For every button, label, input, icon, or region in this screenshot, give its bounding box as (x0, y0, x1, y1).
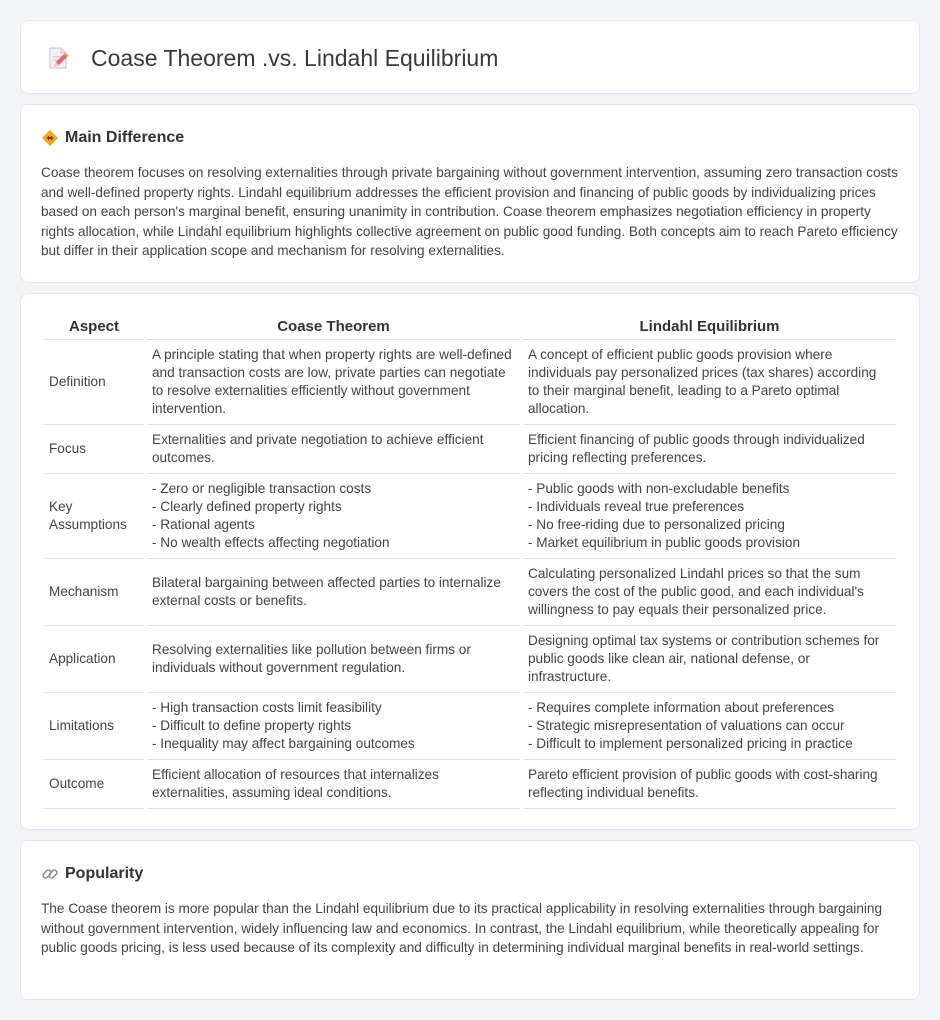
row-lindahl-cell (523, 693, 896, 760)
row-aspect: Outcome (44, 760, 144, 809)
cell-line: - Market equilibrium in public goods provision (528, 535, 801, 550)
header-coase: Coase Theorem (147, 314, 520, 340)
table-row (44, 626, 896, 693)
comparison-table (41, 314, 899, 809)
diamond-arrows-icon (41, 129, 59, 147)
cell-line: Designing optimal tax systems or contribution schemes for public goods like clean air, national defense, or infrastructure. (528, 633, 880, 684)
row-coase-cell (147, 693, 520, 760)
cell-line: Externalities and private negotiation to achieve efficient outcomes. (152, 432, 484, 465)
table-row (44, 559, 896, 626)
page-title: Coase Theorem .vs. Lindahl Equilibrium (91, 44, 499, 71)
cell-line: A concept of efficient public goods provision where individuals pay personalized prices (tax shares) according to their marginal benefit, leading to a Pareto optimal allocation. (528, 347, 877, 416)
cell-line: - Zero or negligible transaction costs (152, 481, 372, 496)
row-aspect: Application (44, 626, 144, 693)
cell-line: - Requires complete information about preferences (528, 700, 835, 715)
cell-line: - High transaction costs limit feasibility (152, 700, 382, 715)
row-lindahl-cell (523, 626, 896, 693)
cell-line: Resolving externalities like pollution between firms or individuals without government regulation. (152, 642, 471, 675)
main-difference-card (20, 104, 920, 283)
popularity-card (20, 840, 920, 1000)
table-row (44, 474, 896, 559)
cell-line: - Difficult to implement personalized pricing in practice (528, 736, 853, 751)
row-lindahl-cell (523, 340, 896, 425)
cell-line: - Public goods with non-excludable benefits (528, 481, 790, 496)
cell-line: Efficient financing of public goods through individualized pricing reflecting preferences. (528, 432, 865, 465)
table-header-row (44, 314, 896, 340)
table-row (44, 425, 896, 474)
table-row (44, 760, 896, 809)
cell-line: - Strategic misrepresentation of valuations can occur (528, 718, 845, 733)
header-lindahl: Lindahl Equilibrium (523, 314, 896, 340)
row-coase-cell (147, 425, 520, 474)
main-difference-text: Coase theorem focuses on resolving externalities through private bargaining without government intervention, assuming zero transaction costs and well-defined property rights. Lindahl equilibrium addresses the efficient provision and financing of public goods by individualizing prices based on each person's marginal benefit, ensuring unanimity in contribution. Coase theorem emphasizes negotiation efficiency in property rights allocation, while Lindahl equilibrium highlights collective agreement on public good funding. Both concepts aim to reach Pareto efficiency but differ in their application scope and mechanism for resolving externalities. (41, 165, 898, 258)
cell-line: Calculating personalized Lindahl prices so that the sum covers the cost of the public good, and each individual's willingness to pay equals their personalized price. (528, 566, 864, 617)
row-coase-cell (147, 626, 520, 693)
cell-line: Efficient allocation of resources that internalizes externalities, assuming ideal conditions. (152, 767, 439, 800)
cell-line: Bilateral bargaining between affected parties to internalize external costs or benefits. (152, 575, 501, 608)
row-aspect: Key Assumptions (44, 474, 144, 559)
cell-line: - Clearly defined property rights (152, 499, 342, 514)
row-aspect: Mechanism (44, 559, 144, 626)
main-difference-heading: Main Difference (65, 129, 185, 146)
cell-line: - No free-riding due to personalized pricing (528, 517, 785, 532)
cell-line: - Individuals reveal true preferences (528, 499, 745, 514)
row-aspect: Definition (44, 340, 144, 425)
popularity-heading: Popularity (65, 865, 144, 882)
row-aspect: Limitations (44, 693, 144, 760)
row-coase-cell (147, 559, 520, 626)
row-coase-cell (147, 760, 520, 809)
cell-line: - No wealth effects affecting negotiation (152, 535, 390, 550)
row-aspect: Focus (44, 425, 144, 474)
row-coase-cell (147, 474, 520, 559)
comparison-table-card (20, 293, 920, 830)
row-lindahl-cell (523, 425, 896, 474)
link-icon (41, 865, 59, 883)
cell-line: - Inequality may affect bargaining outcomes (152, 736, 415, 751)
row-lindahl-cell (523, 559, 896, 626)
table-row (44, 693, 896, 760)
row-lindahl-cell (523, 474, 896, 559)
popularity-text: The Coase theorem is more popular than the Lindahl equilibrium due to its practical applicability in resolving externalities through bargaining without government intervention, widely influencing law and economics. In contrast, the Lindahl equilibrium, while theoretically appealing for public goods pricing, is less used because of its complexity and difficulty in determining individual marginal benefits in real-world settings. (41, 901, 883, 955)
table-row (44, 340, 896, 425)
header-aspect: Aspect (44, 314, 144, 340)
cell-line: - Difficult to define property rights (152, 718, 352, 733)
row-lindahl-cell (523, 760, 896, 809)
row-coase-cell (147, 340, 520, 425)
cell-line: Pareto efficient provision of public goods with cost-sharing reflecting individual benefits. (528, 767, 878, 800)
cell-line: - Rational agents (152, 517, 255, 532)
title-card (20, 20, 920, 94)
document-pencil-icon (45, 45, 71, 71)
cell-line: A principle stating that when property rights are well-defined and transaction costs are low, private parties can negotiate to resolve externalities efficiently without government intervention. (152, 347, 512, 416)
